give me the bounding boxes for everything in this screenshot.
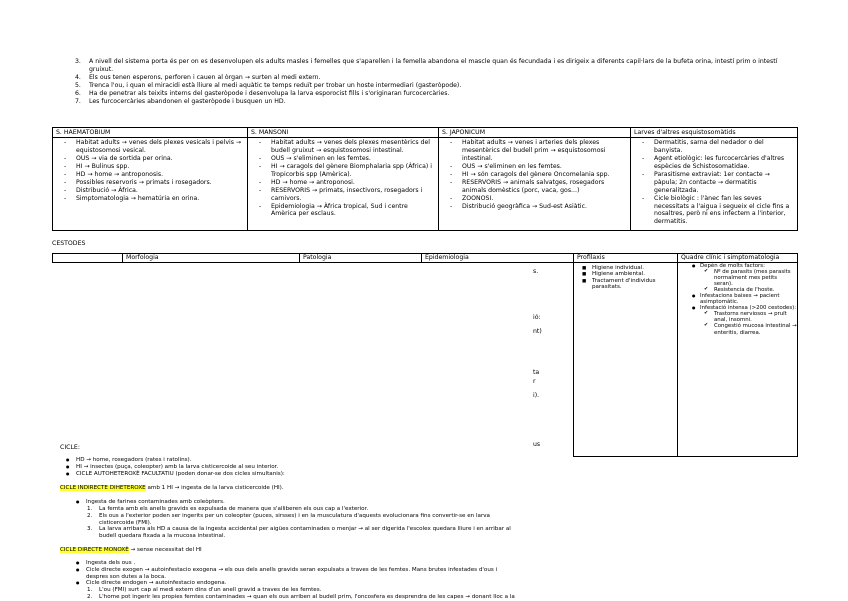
list-item: - Dermatitis, sarna del nedador o del banyista. <box>634 139 794 155</box>
schistosoma-table <box>52 127 798 231</box>
step-item: 6. Ha de penetrar als teixits interns del gasteròpode i desenvolupa la larva esporocist fills i s'originaran furcocercàries. <box>75 89 450 97</box>
step-item: 3. A nivell del sistema porta és per on es desenvolupen els adults masles i femelles que s'aparellen i la femella abandona el mascle quan és fecundada i es dirigeix a diferents capil·lars de la bufeta orina, intestí prim o intestí gruixut. <box>75 58 778 73</box>
list-item: - Possibles reservoris → primats i rosegadors. <box>56 179 244 187</box>
step-item: 4. Els ous tenen esperons, perforen i cauen al òrgan → surten al medi extern. <box>75 73 321 81</box>
list-item: - OUS → s'eliminen en les femtes. <box>442 163 627 171</box>
list-item: - Habitat adults → venes i arteries dels plexes mesentèrics del budell prim → esquistosomosi intestinal. <box>442 139 627 163</box>
check-item: ✔ Trastorns nerviosos → pruït anal, insomni. <box>700 311 797 323</box>
list-item: - Epidemiologia → Àfrica tropical, Sud i centre Amèrica per esclaus. <box>251 203 435 219</box>
cestodes-table <box>52 253 798 457</box>
cicle-list <box>60 457 780 477</box>
list-item: - HI → Bulinus spp. <box>56 163 244 171</box>
step-item: 1. L'ou (FMI) surt cap al medi extern dins d'un anell gravid a traves de les femtes. <box>87 587 322 593</box>
list-item: - ZOONOSI. <box>442 195 627 203</box>
list-item: ● Infestacions baixes → pacient asimptomàtic. <box>678 293 797 305</box>
list-item: ● Ingesta de farines contaminades amb coleòpters. <box>70 499 770 506</box>
list-item: ● Cicle directe endogen → autoinfestacio endogena. <box>70 580 510 587</box>
directe-list <box>70 560 510 587</box>
list-item: ● Depèn de molts factors: ✔ Nº de parasits (mes parasits normalment mes petits seran). ✔ Resistencia de l'hoste. <box>678 263 797 293</box>
list-item: - Habitat adults → venes dels plexes vesicals i pelvis → equistosomosi vesical. <box>56 139 244 155</box>
header-patologia: Patologia <box>300 254 422 263</box>
header-profilaxis: Profilaxis <box>574 254 678 263</box>
text-fragment: us <box>533 441 541 448</box>
header-quadre-clinic: Quadre clínic i simptomatologia <box>678 254 798 263</box>
list-item: - HD → home → antroponosi. <box>251 179 435 187</box>
text-fragment: r <box>533 378 536 385</box>
cell-mansoni <box>248 138 439 231</box>
list-item: ■ Tractament d'individus parasitats. <box>574 278 677 291</box>
list-item: ● Infestació intensa (>200 cestodes): ✔ Trastorns nerviosos → pruït anal, insomni. ✔ Congestió mucosa intestinal → enteritis, diarrea. <box>678 305 797 335</box>
list-item: - Parasitisme extraviat: 1er contacte → pàpula; 2n contacte → dermatitis generalitzada. <box>634 171 794 195</box>
list-item: ● HI → insectes (puça, coleopter) amb la larva cisticercoide al seu interior. <box>60 464 780 471</box>
list-item: - Distribució → Àfrica. <box>56 187 244 195</box>
step-item: 2. L'home pot ingerir les propies femtes contaminades → quan els ous arriben al budell prim, l'oncosfera es desprendra de les capes → donant lloc a la <box>87 593 515 600</box>
check-item: ✔ Resistencia de l'hoste. <box>700 287 797 293</box>
list-item: ● Ingesta dels ous . <box>70 560 510 567</box>
step-item: 7. Les furcocercàries abandonen el gasteròpode i busquen un HD. <box>75 97 286 105</box>
directe-steps <box>87 587 517 601</box>
indirecte-title: CICLE INDIRECTE DIHETEROXE <box>60 485 146 491</box>
list-item: - RESERVORIS → animals salvatges, rosegadors animals domèstics (porc, vaca, gos...) <box>442 179 627 195</box>
list-item: - Cicle biològic : l'ànec fan les seves necessitats a l'aigua i segueix el cicle fins a nosaltres, però ni ens infectem a l'interior, dermatitis. <box>634 195 794 227</box>
header-larves: Larves d'altres esquistosomàtids <box>631 128 798 138</box>
cicle-label: CICLE: <box>60 444 80 451</box>
cell-quadre-clinic <box>678 263 798 457</box>
text-fragment: i). <box>533 392 540 399</box>
cell-haematobium <box>53 138 248 231</box>
list-item: - HD → home → antroponosis. <box>56 171 244 179</box>
cell-japonicum <box>439 138 631 231</box>
section-title-cestodes: CESTODES <box>52 240 86 247</box>
header-blank <box>53 254 123 263</box>
header-japonicum: S. JAPONICUM <box>439 128 631 138</box>
check-item: ✔ Congestió mucosa intestinal → enteritis, diarrea. <box>700 323 797 335</box>
indirecte-steps <box>87 506 517 540</box>
list-item: ● CICLE AUTOHETEROXÈ FACULTATIU (poden donar-se dos cicles simultanis): <box>60 471 780 478</box>
list-item: - Distribució geogràfica → Sud-est Asiàtic. <box>442 203 627 211</box>
header-mansoni: S. MANSONI <box>248 128 439 138</box>
list-item: ■ Higiene individual. <box>574 265 677 271</box>
list-item: - Agent etiològic: les furcocercàries d'altres espècies de Schistosomatidae. <box>634 155 794 171</box>
list-item: ■ Higiene ambiental. <box>574 271 677 277</box>
indirecte-list <box>70 499 770 506</box>
list-item: - HI → són caragols del gènere Oncomelania spp. <box>442 171 627 179</box>
text-fragment: s. <box>533 268 539 275</box>
header-epidemiologia: Epidemiologia <box>422 254 574 263</box>
header-haematobium: S. HAEMATOBIUM <box>53 128 248 138</box>
text-fragment: nt) <box>533 328 542 335</box>
directe-heading: CICLE DIRECTE MONOXÈ → sense necessitat del HI <box>60 547 202 553</box>
header-morfologia: Morfologia <box>123 254 300 263</box>
step-item: 1. La femta amb els anells gravids es expulsada de manera que s'alliberen els ous cap a l'exterior. <box>87 506 369 512</box>
directe-title: CICLE DIRECTE MONOXÈ <box>60 547 129 553</box>
list-item: ● HD → home, rosegadors (rates i ratolins). <box>60 457 780 464</box>
cestodes-empty-cells <box>53 263 574 457</box>
step-item: 2. Els ous a l'exterior poden ser ingerits per un coleopter (puces, sirsses) i en la musculatura d'aquests evolucionara fins convertir-se en larva cisticercoide (FMI). <box>87 512 490 526</box>
list-item: - RESERVORIS → primats, insectivors, rosegadors i carnivors. <box>251 187 435 203</box>
check-item: ✔ Nº de parasits (mes parasits normalment mes petits seran). <box>700 269 797 287</box>
text-fragment: ió: <box>533 314 541 321</box>
list-item: - OUS → via de sortida per orina. <box>56 155 244 163</box>
cell-profilaxis <box>574 263 678 457</box>
cell-larves <box>631 138 798 231</box>
list-item: - Simptomatologia → hematúria en orina. <box>56 195 244 203</box>
text-fragment: ta <box>533 369 540 376</box>
step-item: 3. La larva arribara als HD a causa de la ingesta accidental per aigües contaminades o menjar → al ser digerida l'escolex quedara lliure i en arribar al budell quedara fixada a la mucosa intestinal. <box>87 526 511 540</box>
list-item: ● Cicle directe exogen → autoinfestacio exogena → els ous dels anells gravids seran expulsats a traves de les femtes. Mans brutes infestades d'ous i despres son dutes a la boca. <box>70 567 510 581</box>
list-item: - OUS → s'eliminen en les femtes. <box>251 155 435 163</box>
indirecte-heading: CICLE INDIRECTE DIHETEROXE amb 1 HI → ingesta de la larva cisticercoide (HI). <box>60 485 284 491</box>
list-item: - HI → caragols del gènere Biomphalaria spp (Àfrica) i Tropicorbis spp (Amèrica). <box>251 163 435 179</box>
life-cycle-steps <box>75 58 780 106</box>
list-item: - Habitat adults → venes dels plexes mesentèrics del budell gruixut → esquistosomosi intestinal. <box>251 139 435 155</box>
step-item: 5. Trenca l'ou, i quan el miracidi està lliure al medi aquàtic te temps reduït per trobar un hoste intermediari (gasteròpode). <box>75 81 462 89</box>
